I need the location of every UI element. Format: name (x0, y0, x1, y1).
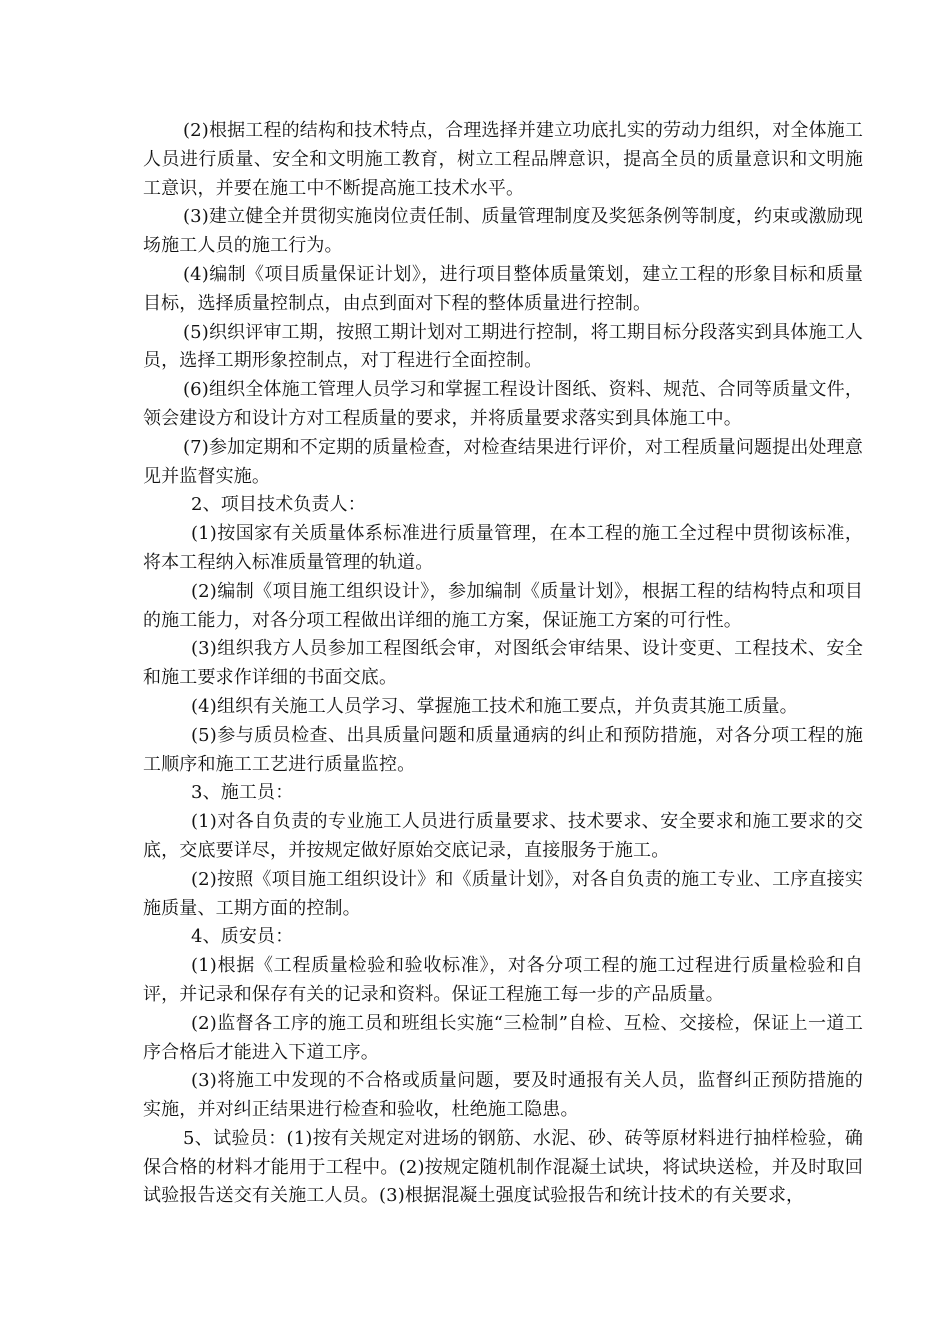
tech-lead-item-2: (2)编制《项目施工组织设计》，参加编制《质量计划》，根据工程的结构特点和项目的施工能力，对各分项工程做出详细的施工方案，保证施工方案的可行性。 (143, 580, 863, 631)
quality-safety-item-2: (2)监督各工序的施工员和班组长实施“三检制”自检、互检、交接检，保证上一道工序合格后才能进入下道工序。 (143, 1012, 863, 1063)
quality-safety-item-1: (1)根据《工程质量检验和验收标准》，对各分项工程的施工过程进行质量检验和自评，并记录和保存有关的记录和资料。保证工程施工每一步的产品质量。 (143, 955, 863, 1005)
section-heading-tech-lead: 2、项目技术负责人： (191, 494, 366, 516)
paragraph-item-2: (2)根据工程的结构和技术特点，合理选择并建立功底扎实的劳动力组织，对全体施工人员进行质量、安全和文明施工教育，树立工程品牌意识，提高全员的质量意识和文明施工意识，并要在施工中不断提高施工技术水平。 (143, 120, 863, 199)
paragraph-item-5: (5)织织评审工期，按照工期计划对工期进行控制，将工期目标分段落实到具体施工人员，选择工期形象控制点，对丁程进行全面控制。 (143, 321, 863, 372)
paragraph-item-6: (6)组织全体施工管理人员学习和掌握工程设计图纸、资料、规范、合同等质量文件，领会建设方和设计方对工程质量的要求，并将质量要求落实到具体施工中。 (143, 379, 863, 429)
paragraph-item-3: (3)建立健全并贯彻实施岗位责任制、质量管理制度及奖惩条例等制度，约束或激励现场施工人员的施工行为。 (143, 206, 863, 257)
section-heading-constructor: 3、施工员： (191, 782, 294, 804)
paragraph-item-4: (4)编制《项目质量保证计划》，进行项目整体质量策划，建立工程的形象目标和质量目标，选择质量控制点，由点到面对下程的整体质量进行控制。 (143, 263, 863, 314)
section-heading-quality-safety: 4、质安员： (191, 926, 294, 948)
paragraph-item-7: (7)参加定期和不定期的质量检查，对检查结果进行评价，对工程质量问题提出处理意见并监督实施。 (143, 436, 863, 487)
tech-lead-item-1: (1)按国家有关质量体系标准进行质量管理，在本工程的施工全过程中贯彻该标准，将本工程纳入标准质量管理的轨道。 (143, 523, 863, 573)
quality-safety-item-3: (3)将施工中发现的不合格或质量问题，要及时通报有关人员，监督纠正预防措施的实施，并对纠正结果进行检查和验收，杜绝施工隐患。 (143, 1070, 863, 1121)
constructor-item-2: (2)按照《项目施工组织设计》和《质量计划》，对各自负责的施工专业、工序直接实施质量、工期方面的控制。 (143, 868, 863, 919)
tech-lead-item-5: (5)参与质员检查、出具质量问题和质量通病的纠止和预防措施，对各分项工程的施工顺序和施工工艺进行质量监控。 (143, 724, 863, 775)
section-tester-paragraph: 5、试验员：(1)按有关规定对进场的钢筋、水泥、砂、砖等原材料进行抽样检验，确保合格的材料才能用于工程中。(2)按规定随机制作混凝土试块，将试块送检，并及时取回试验报告送交有关施工人员。(3)根据混凝土强度试验报告和统计技术的有关要求， (143, 1127, 863, 1207)
constructor-item-1: (1)对各自负责的专业施工人员进行质量要求、技术要求、安全要求和施工要求的交底，交底要详尽，并按规定做好原始交底记录，直接服务于施工。 (143, 811, 863, 861)
document-body (143, 117, 863, 1211)
tech-lead-item-3: (3)组织我方人员参加工程图纸会审，对图纸会审结果、设计变更、工程技术、安全和施工要求作详细的书面交底。 (143, 638, 863, 689)
tech-lead-item-4: (4)组织有关施工人员学习、掌握施工技术和施工要点，并负责其施工质量。 (191, 695, 798, 717)
